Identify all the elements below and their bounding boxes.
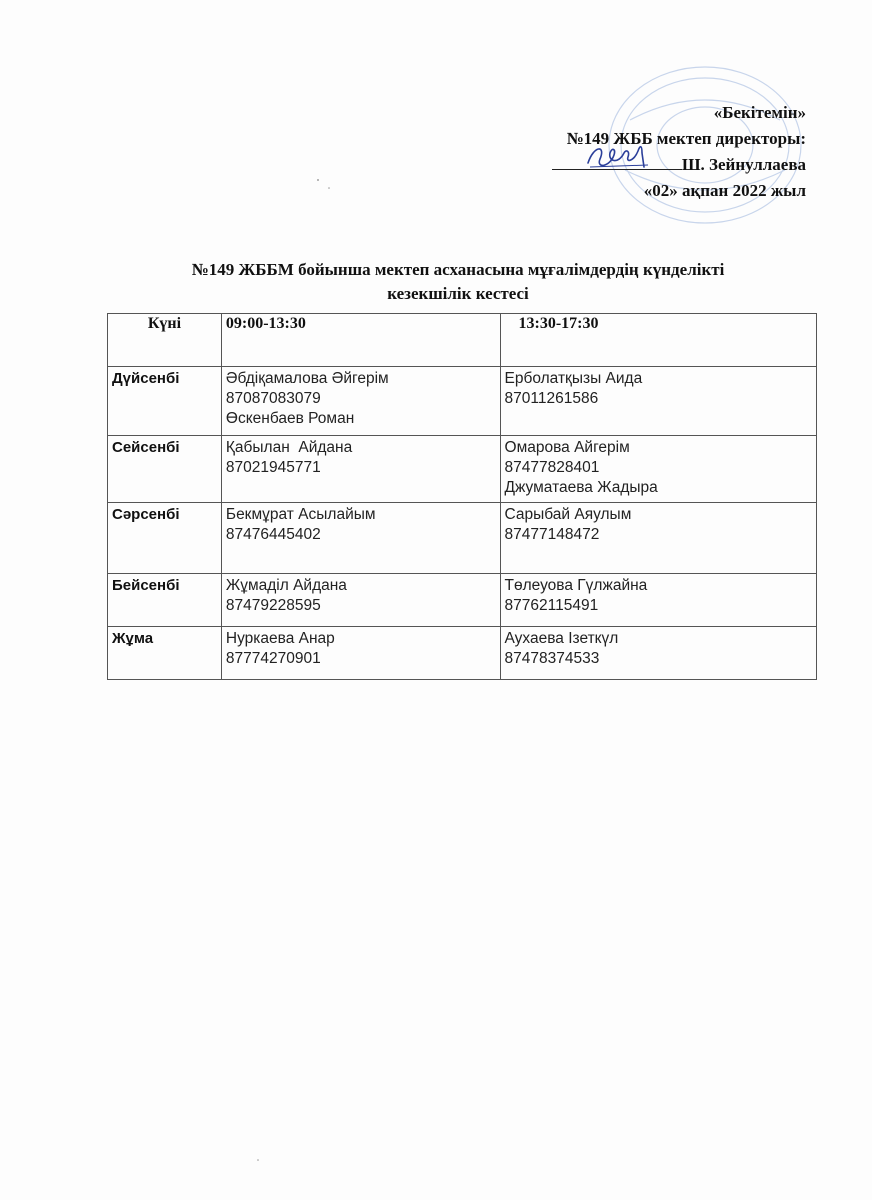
teacher-name: Төлеуова Гүлжайна — [504, 577, 648, 594]
header-shift-1: 09:00-13:30 — [221, 314, 500, 367]
teacher-phone: 87011261586 — [504, 390, 599, 407]
teacher-name: Қабылан Айдана — [225, 439, 353, 456]
teacher-name: Ерболатқызы Аида — [504, 370, 643, 387]
teacher-phone: 87087083079 — [225, 390, 321, 407]
teacher-phone: 87762115491 — [504, 597, 599, 614]
teacher-phone: 87478374533 — [504, 650, 600, 667]
teacher-name: Аухаева Ізеткүл — [504, 630, 619, 647]
teacher-name: Әбдіқамалова Әйгерім — [225, 370, 389, 387]
teacher-phone: 87476445402 — [225, 526, 321, 543]
row-day: Дүйсенбі — [108, 367, 222, 436]
approval-heading: «Бекітемін» — [713, 103, 806, 122]
teacher-name: Омарова Айгерім — [504, 439, 630, 456]
teacher-name: Өскенбаев Роман — [225, 410, 355, 427]
teacher-name: Жұмаділ Айдана — [225, 577, 347, 594]
teacher-phone: 87477148472 — [504, 526, 600, 543]
teacher-phone: 87021945771 — [225, 459, 321, 476]
row-day: Бейсенбі — [108, 574, 222, 627]
row-day: Сейсенбі — [108, 436, 222, 503]
teacher-name: Нуркаева Анар — [225, 630, 335, 647]
title-line-1: №149 ЖББМ бойынша мектеп асханасына мұғалімдердің күнделікті — [191, 260, 725, 279]
teacher-name: Сарыбай Аяулым — [504, 506, 632, 523]
approval-director-title: №149 ЖББ мектеп директоры: — [566, 129, 806, 148]
header-shift-2: 13:30-17:30 — [500, 314, 816, 367]
teacher-name: Бекмұрат Асылайым — [225, 506, 376, 523]
header-day: Күні — [108, 314, 222, 367]
teacher-name: Джуматаева Жадыра — [504, 479, 658, 496]
director-name: Ш. Зейнуллаева — [681, 155, 806, 174]
title-line-2: кезекшілік кестесі — [387, 284, 529, 303]
teacher-phone: 87774270901 — [225, 650, 321, 667]
teacher-phone: 87479228595 — [225, 597, 321, 614]
teacher-phone: 87477828401 — [504, 459, 600, 476]
approval-date: «02» ақпан 2022 жыл — [643, 181, 806, 200]
row-day: Жұма — [108, 627, 222, 680]
row-day: Сәрсенбі — [108, 503, 222, 574]
